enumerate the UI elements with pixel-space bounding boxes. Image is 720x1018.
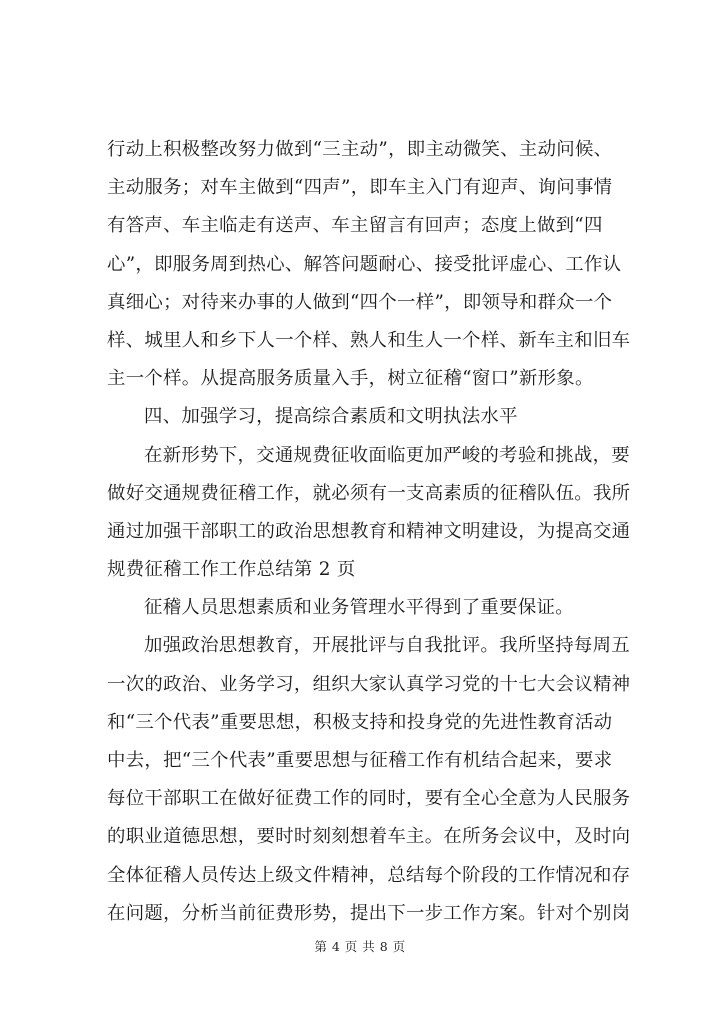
text-line: 真细心；对待来办事的人做到“四个一样”，即领导和群众一个	[107, 291, 613, 313]
text-line: 在新形势下，交通规费征收面临更加严峻的考验和挑战，要	[144, 444, 630, 466]
text-line: 征稽人员思想素质和业务管理水平得到了重要保证。	[144, 597, 574, 619]
text-line: 一次的政治、业务学习，组织大家认真学习党的十七大会议精神	[107, 673, 631, 695]
text-line: 规费征稽工作工作总结第 2 页	[107, 559, 356, 581]
text-line: 加强政治思想教育，开展批评与自我批评。我所坚持每周五	[144, 635, 630, 657]
section-heading: 四、加强学习，提高综合素质和文明执法水平	[144, 406, 518, 428]
text-line: 样、城里人和乡下人一个样、熟人和生人一个样、新车主和旧车	[107, 329, 631, 351]
text-line: 行动上积极整改努力做到“三主动”，即主动微笑、主动问候、	[107, 139, 613, 160]
text-line: 主动服务；对车主做到“四声”，即车主入门有迎声、询问事情	[107, 177, 613, 199]
text-line: 主一个样。从提高服务质量入手，树立征稽“窗口”新形象。	[107, 368, 594, 390]
text-line: 做好交通规费征稽工作，就必须有一支高素质的征稽队伍。我所	[107, 482, 631, 504]
text-line: 全体征稽人员传达上级文件精神，总结每个阶段的工作情况和存	[107, 864, 631, 886]
text-line: 有答声、车主临走有送声、车主留言有回声；态度上做到“四	[107, 215, 603, 237]
text-line: 和“三个代表”重要思想，积极支持和投身党的先进性教育活动	[107, 711, 613, 733]
text-line: 的职业道德思想，要时时刻刻想着车主。在所务会议中，及时向	[107, 826, 631, 848]
document-body	[107, 131, 631, 933]
text-line: 心”，即服务周到热心、解答问题耐心、接受批评虚心、工作认	[107, 253, 622, 275]
text-line: 每位干部职工在做好征费工作的同时，要有全心全意为人民服务	[107, 788, 631, 810]
text-line: 通过加强干部职工的政治思想教育和精神文明建设，为提高交通	[107, 520, 631, 542]
text-line: 中去，把“三个代表”重要思想与征稽工作有机结合起来，要求	[107, 750, 613, 771]
text-line: 在问题，分析当前征费形势，提出下一步工作方案。针对个别岗	[107, 902, 631, 924]
page-footer: 第 4 页 共 8 页	[314, 939, 406, 954]
